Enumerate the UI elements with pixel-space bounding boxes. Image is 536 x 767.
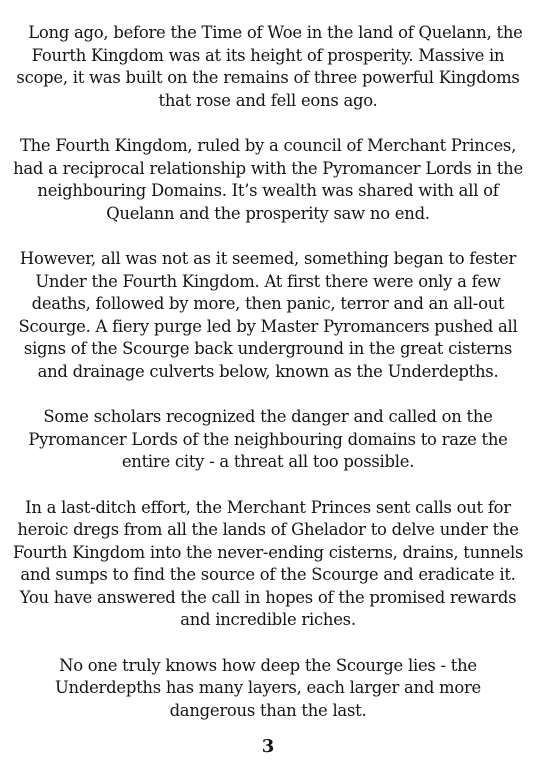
paragraph-underdepths: No one truly knows how deep the Scourge lies - the Underdepths has many layers, each larger and more dangerous than the last. [54,655,481,720]
page-number: 3 [261,736,275,757]
paragraph-scholars: Some scholars recognized the danger and called on the Pyromancer Lords of the neighbouring domains to raze the entire city - a threat all too possible. [28,407,508,471]
paragraph-fourth-kingdom: The Fourth Kingdom, ruled by a council of Merchant Princes, had a reciprocal relationship with the Pyromancer Lords in the neighbouring Domains. It’s wealth was shared with all of Quelann and the prosperity saw no end. [13,136,523,223]
paragraph-intro: Long ago, before the Time of Woe in the land of Quelann, the Fourth Kingdom was at its height of prosperity. Massive in scope, it was built on the remains of three powerful Kingdoms that rose and fell eons ago. [13,23,523,110]
paragraph-scourge: However, all was not as it seemed, something began to fester Under the Fourth Kingdom. At first there were only a few deaths, followed by more, then panic, terror and an all-out Scourge. A fiery purge led by Master Pyromancers pushed all signs of the Scourge back underground in the great cisterns and drainage culverts below, known as the Underdepths. [18,249,518,381]
paragraph-call: In a last-ditch effort, the Merchant Princes sent calls out for heroic dregs from all the lands of Ghelador to delve under the Fourth Kingdom into the never-ending cisterns, drains, tunnels and sumps to find the source of the Scourge and eradicate it. You have answered the call in hopes of the promised rewards and incredible riches. [12,497,524,629]
body-text [12,22,524,722]
